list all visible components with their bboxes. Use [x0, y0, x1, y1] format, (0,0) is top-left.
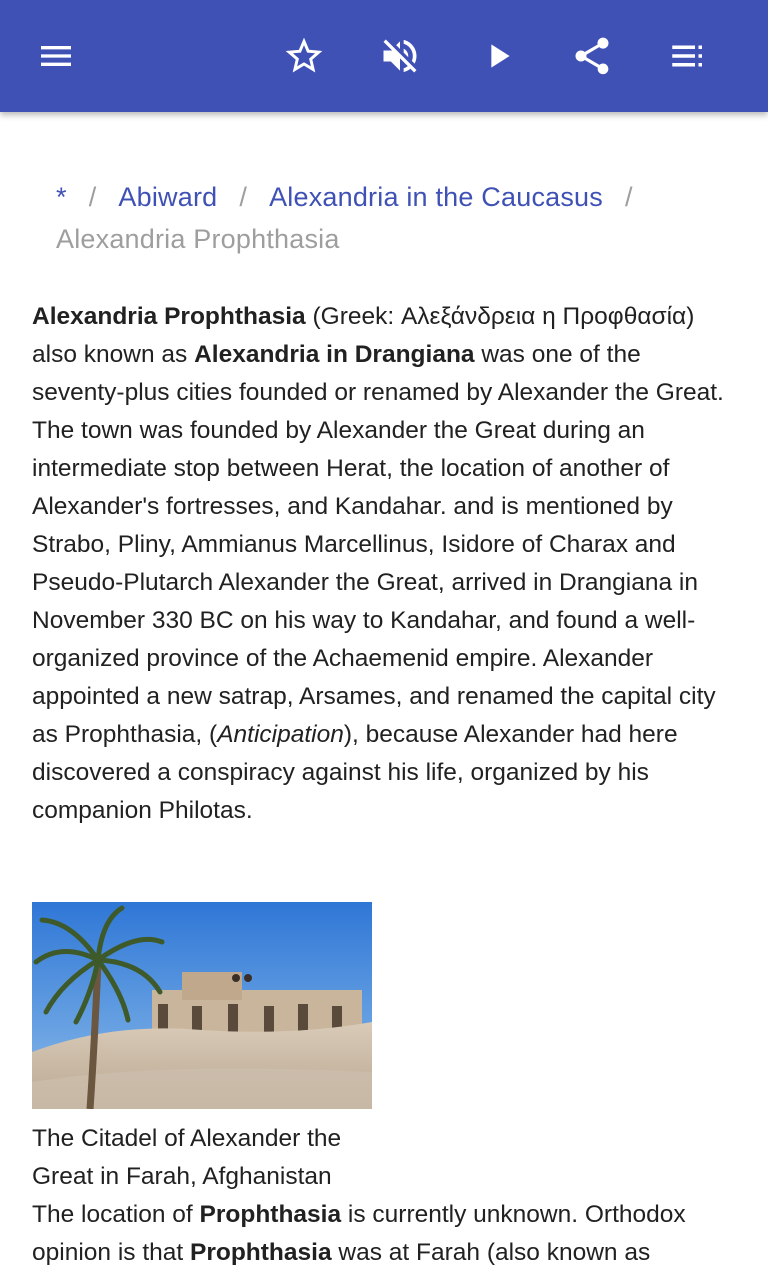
share-icon: [570, 34, 614, 78]
share-button[interactable]: [564, 28, 620, 84]
breadcrumb-separator: /: [239, 182, 248, 212]
article-text: The town was founded by Alexander the Great during an intermediate stop between Herat, the location of another of Alexander's fortresses, and Kandahar. and is mentioned by Strabo, Pliny, Ammianus Marcellinus, Isidore of Charax and Pseudo-Plutarch Alexander the Great, arrived in Drangiana in November 330 BC on his way to Kandahar, and found a well-organized province of the Achaemenid empire. Alexander appointed a new satrap, Arsames, and renamed the capital city as Prophthasia, (: [32, 417, 716, 748]
volume-off-icon: [378, 34, 422, 78]
article-italic-term: Anticipation: [217, 721, 344, 748]
hamburger-menu-icon: [36, 36, 76, 76]
breadcrumb-link-alexandria-caucasus[interactable]: Alexandria in the Caucasus: [269, 182, 603, 212]
star-outline-icon: [282, 34, 326, 78]
article-paragraph-location: [32, 1196, 732, 1272]
article-body: [32, 298, 732, 830]
article-text: was one of the seventy-plus cities founded or renamed by Alexander the Great.: [32, 341, 724, 406]
play-button[interactable]: [470, 28, 526, 84]
breadcrumb-current: Alexandria Prophthasia: [56, 224, 340, 254]
article-text: ), because Alexander had here discovered a conspiracy against his life, organized by his companion Philotas.: [32, 721, 678, 824]
breadcrumb: [56, 176, 746, 260]
article-body-continued: [32, 1196, 732, 1272]
play-icon: [478, 36, 518, 76]
app-toolbar: [0, 0, 768, 112]
contents-button[interactable]: [660, 28, 716, 84]
article-text: The location of: [32, 1201, 200, 1228]
article-figure: [32, 902, 372, 1109]
favorite-button[interactable]: [276, 28, 332, 84]
article-bold-term: Alexandria in Drangiana: [194, 341, 475, 368]
article-bold-term: Prophthasia: [190, 1239, 332, 1266]
article-bold-term: Prophthasia: [199, 1201, 342, 1228]
article-text: (Greek: Αλεξάνδρεια η Προφθασία) also known as: [32, 303, 695, 368]
article-text: is currently unknown. Orthodox opinion is that: [32, 1201, 686, 1266]
mute-button[interactable]: [372, 28, 428, 84]
breadcrumb-link-abiward[interactable]: Abiward: [118, 182, 218, 212]
article-text: was at Farah (also known as: [331, 1239, 651, 1266]
breadcrumb-separator: /: [624, 182, 633, 212]
breadcrumb-home-link[interactable]: *: [56, 182, 67, 212]
figure-caption: The Citadel of Alexander the Great in Farah, Afghanistan: [32, 1125, 342, 1190]
list-contents-icon: [667, 35, 709, 77]
citadel-photo[interactable]: [32, 902, 372, 1109]
article-paragraph-intro: [32, 298, 732, 412]
article-bold-term: Alexandria Prophthasia: [32, 303, 306, 330]
menu-button[interactable]: [28, 28, 84, 84]
article-paragraph-history: [32, 412, 732, 830]
breadcrumb-separator: /: [88, 182, 97, 212]
